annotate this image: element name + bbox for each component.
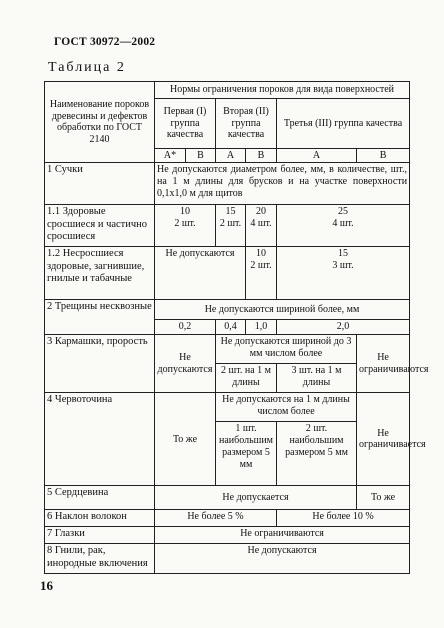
sub-header: В <box>186 148 216 163</box>
value-cell: То же <box>155 393 216 486</box>
value-cell <box>155 205 216 247</box>
value-count: 2 шт. <box>219 218 242 230</box>
row-text: Не ограничиваются <box>155 527 410 544</box>
norms-header: Нормы ограничения пороков для вида поверхностей <box>155 82 410 99</box>
value-cell: Не ограничиваются <box>357 335 410 393</box>
row-text: Не допускаются <box>155 544 410 574</box>
value-count: 4 шт. <box>250 218 272 230</box>
row-name: 1 Сучки <box>45 163 155 205</box>
value-cell: 1 шт. наибольшим размером 5 мм <box>216 422 277 486</box>
row-name: 7 Глазки <box>45 527 155 544</box>
row-name: 5 Сердцевина <box>45 486 155 510</box>
value-cell: 1,0 <box>246 320 277 335</box>
row-name: 1.1 Здоровые сросшиеся и частично сросшиеся <box>45 205 155 247</box>
value-cell: 3 шт. на 1 м длины <box>277 364 357 393</box>
value-cell: Не более 10 % <box>277 510 410 527</box>
row-text: Не допускаются диаметром более, мм, в количестве, шт., на 1 м длины для брусков и на участке поверхности 0,1х1,0 м для щитов <box>155 163 410 205</box>
group3-header: Третья (III) группа качества <box>277 99 410 149</box>
sub-header: А* <box>155 148 186 163</box>
sub-header: В <box>357 148 410 163</box>
document-header: ГОСТ 30972—2002 <box>54 36 156 48</box>
value-count: 3 шт. <box>332 260 354 272</box>
value-cell: 2 шт. наибольшим размером 5 мм <box>277 422 357 486</box>
value: 20 <box>256 206 266 218</box>
value: 15 <box>338 248 349 260</box>
value: 25 <box>338 206 349 218</box>
row-name: 6 Наклон волокон <box>45 510 155 527</box>
value-count: 2 шт. <box>250 260 272 272</box>
row-name: 2 Трещины несквозные <box>45 300 155 335</box>
row-text: Не допускаются <box>155 247 246 300</box>
row-name: 8 Гнили, рак, инородные включения <box>45 544 155 574</box>
value-cell: 0,2 <box>155 320 216 335</box>
value-cell: Не более 5 % <box>155 510 277 527</box>
sub-header: А <box>277 148 357 163</box>
value-cell <box>246 247 277 300</box>
defects-table <box>44 81 429 574</box>
sub-header: В <box>246 148 277 163</box>
table-title: Таблица 2 <box>48 60 126 75</box>
row-text: Не допускаются шириной более, мм <box>155 300 410 320</box>
value-cell: 2 шт. на 1 м длины <box>216 364 277 393</box>
sub-header: А <box>216 148 246 163</box>
value-cell: Не допускаются <box>155 335 216 393</box>
value-cell <box>216 205 246 247</box>
name-header: Наименование пороков древесины и дефектов обработки по ГОСТ 2140 <box>45 82 155 163</box>
value: 10 <box>256 248 266 260</box>
row-name: 1.2 Несросшиеся здоровые, загнившие, гнилые и табачные <box>45 247 155 300</box>
value-count: 2 шт. <box>174 218 196 230</box>
value-cell <box>246 205 277 247</box>
value-cell: Не допускаются шириной до 3 мм числом более <box>216 335 357 364</box>
value-cell: 0,4 <box>216 320 246 335</box>
value-cell <box>277 205 410 247</box>
value-cell <box>277 247 410 300</box>
value: 10 <box>180 206 190 218</box>
row-name: 4 Червоточина <box>45 393 155 486</box>
page-number: 16 <box>40 578 53 593</box>
value-count: 4 шт. <box>332 218 354 230</box>
group2-header: Вторая (II) группа качества <box>216 99 277 149</box>
value-cell: То же <box>357 486 410 510</box>
value-cell: Не ограничивается <box>357 393 410 486</box>
row-name: 3 Кармашки, прорость <box>45 335 155 393</box>
row-text: Не допускается <box>155 486 357 510</box>
value-cell: 2,0 <box>277 320 410 335</box>
group1-header: Первая (I) группа качества <box>155 99 216 149</box>
value: 15 <box>225 206 236 218</box>
value-cell: Не допускаются на 1 м длины числом более <box>216 393 357 422</box>
